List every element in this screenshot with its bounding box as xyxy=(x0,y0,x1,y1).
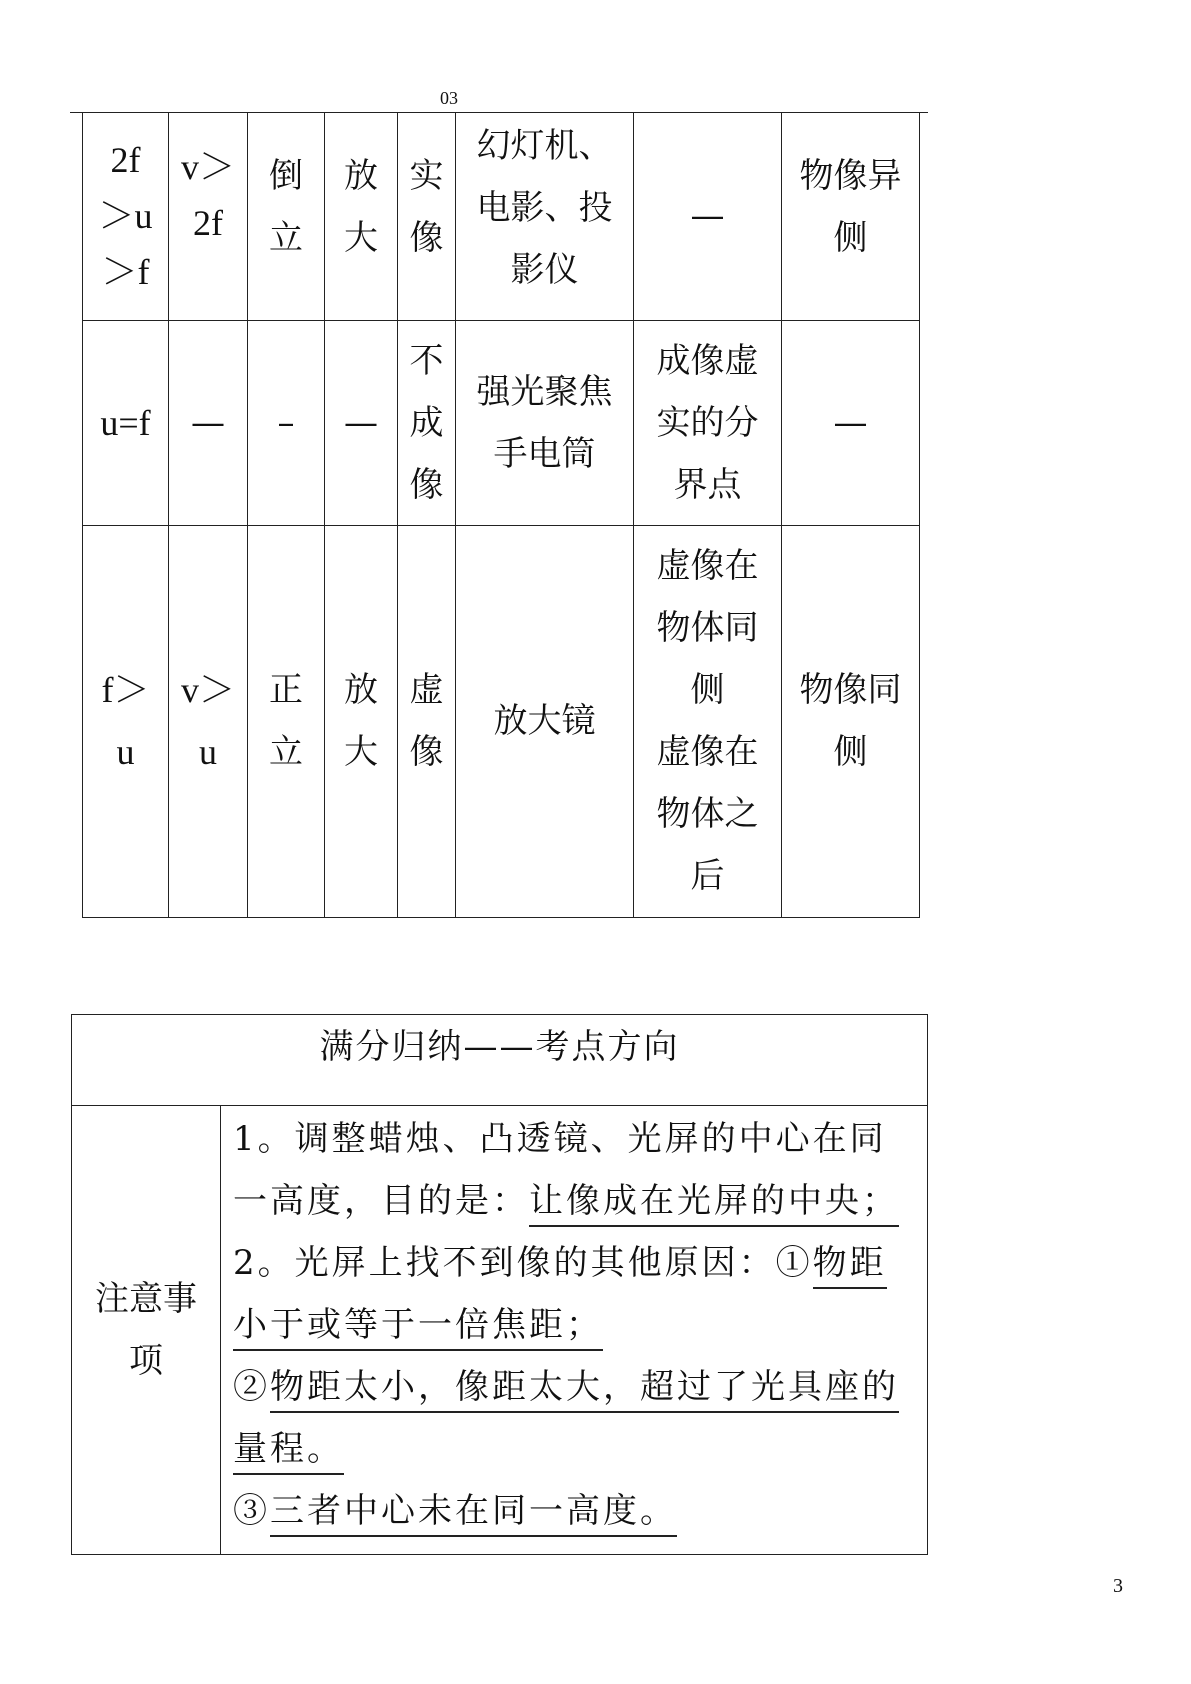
note-text: 一高度，目的是： xyxy=(233,1181,529,1221)
feature-text: 虚像在 物体同 侧 虚像在 物体之 后 xyxy=(656,546,759,896)
nature-cell xyxy=(398,320,456,525)
position-text: 物像同 侧 xyxy=(799,670,902,772)
page-code: 03 xyxy=(440,88,458,108)
size-cell xyxy=(325,113,398,320)
notes-content xyxy=(221,1106,928,1555)
orientation-text: – xyxy=(277,402,295,443)
table-row xyxy=(83,320,920,525)
table-row xyxy=(83,113,920,320)
position-cell xyxy=(782,320,920,525)
object-distance-text: 2f ＞u ＞f xyxy=(98,140,153,293)
note-text: ③ xyxy=(233,1491,270,1531)
image-distance-text: v＞ u xyxy=(180,670,235,772)
note-line xyxy=(233,1108,919,1170)
object-distance-text: u=f xyxy=(100,402,151,443)
page-number: 3 xyxy=(1113,1575,1123,1597)
size-text: 放 大 xyxy=(344,670,378,772)
note-underlined: 让像成在光屏的中央； xyxy=(529,1181,899,1227)
note-line xyxy=(233,1294,919,1356)
application-text: 强光聚焦 手电筒 xyxy=(476,371,613,474)
note-line xyxy=(233,1232,919,1294)
notes-label-cell xyxy=(72,1106,221,1555)
note-text: 1。调整蜡烛、凸透镜、光屏的中心在同 xyxy=(233,1119,887,1159)
note-text: ② xyxy=(233,1367,270,1407)
orientation-cell xyxy=(248,113,325,320)
image-distance-cell xyxy=(169,320,248,525)
position-cell xyxy=(782,113,920,320)
note-underlined: 三者中心未在同一高度。 xyxy=(270,1491,677,1537)
object-distance-cell xyxy=(83,320,169,525)
note-text: 2。光屏上找不到像的其他原因：① xyxy=(233,1243,813,1283)
note-line xyxy=(233,1418,919,1480)
feature-cell xyxy=(634,320,782,525)
nature-text: 实 像 xyxy=(409,156,444,258)
feature-cell xyxy=(634,525,782,917)
application-text: 幻灯机、 电影、投 影仪 xyxy=(476,126,613,290)
object-distance-cell xyxy=(83,525,169,917)
feature-text: — xyxy=(690,196,725,237)
orientation-text: 正 立 xyxy=(269,670,303,772)
nature-text: 虚 像 xyxy=(409,670,444,772)
nature-cell xyxy=(398,113,456,320)
object-distance-cell xyxy=(83,113,169,320)
note-line xyxy=(233,1480,919,1542)
application-cell xyxy=(456,113,634,320)
note-underlined: 量程。 xyxy=(233,1429,344,1475)
application-text: 放大镜 xyxy=(493,701,596,741)
application-cell xyxy=(456,320,634,525)
note-line xyxy=(233,1170,919,1232)
position-text: — xyxy=(833,402,868,443)
position-text: 物像异 侧 xyxy=(799,156,902,258)
application-cell xyxy=(456,525,634,917)
summary-title: 满分归纳——考点方向 xyxy=(72,1015,928,1106)
feature-cell xyxy=(634,113,782,320)
size-cell xyxy=(325,320,398,525)
feature-text: 成像虚 实的分 界点 xyxy=(656,340,759,505)
note-underlined: 小于或等于一倍焦距； xyxy=(233,1305,603,1351)
notes-label: 注意事 项 xyxy=(95,1279,197,1381)
table-row xyxy=(83,525,920,917)
orientation-cell xyxy=(248,320,325,525)
image-distance-cell xyxy=(169,113,248,320)
object-distance-text: f＞ u xyxy=(101,670,150,772)
summary-table xyxy=(71,1014,928,1555)
note-underlined: 物距 xyxy=(813,1243,887,1289)
image-distance-cell xyxy=(169,525,248,917)
note-line xyxy=(233,1356,919,1418)
lens-imaging-table xyxy=(82,113,920,918)
nature-text: 不 成 像 xyxy=(409,340,444,505)
position-cell xyxy=(782,525,920,917)
note-underlined: 物距太小，像距太大，超过了光具座的 xyxy=(270,1367,899,1413)
size-cell xyxy=(325,525,398,917)
size-text: 放 大 xyxy=(344,156,378,258)
orientation-text: 倒 立 xyxy=(269,156,303,258)
nature-cell xyxy=(398,525,456,917)
image-distance-text: v＞ 2f xyxy=(180,147,235,243)
image-distance-text: — xyxy=(191,402,225,443)
size-text: — xyxy=(344,402,378,443)
orientation-cell xyxy=(248,525,325,917)
